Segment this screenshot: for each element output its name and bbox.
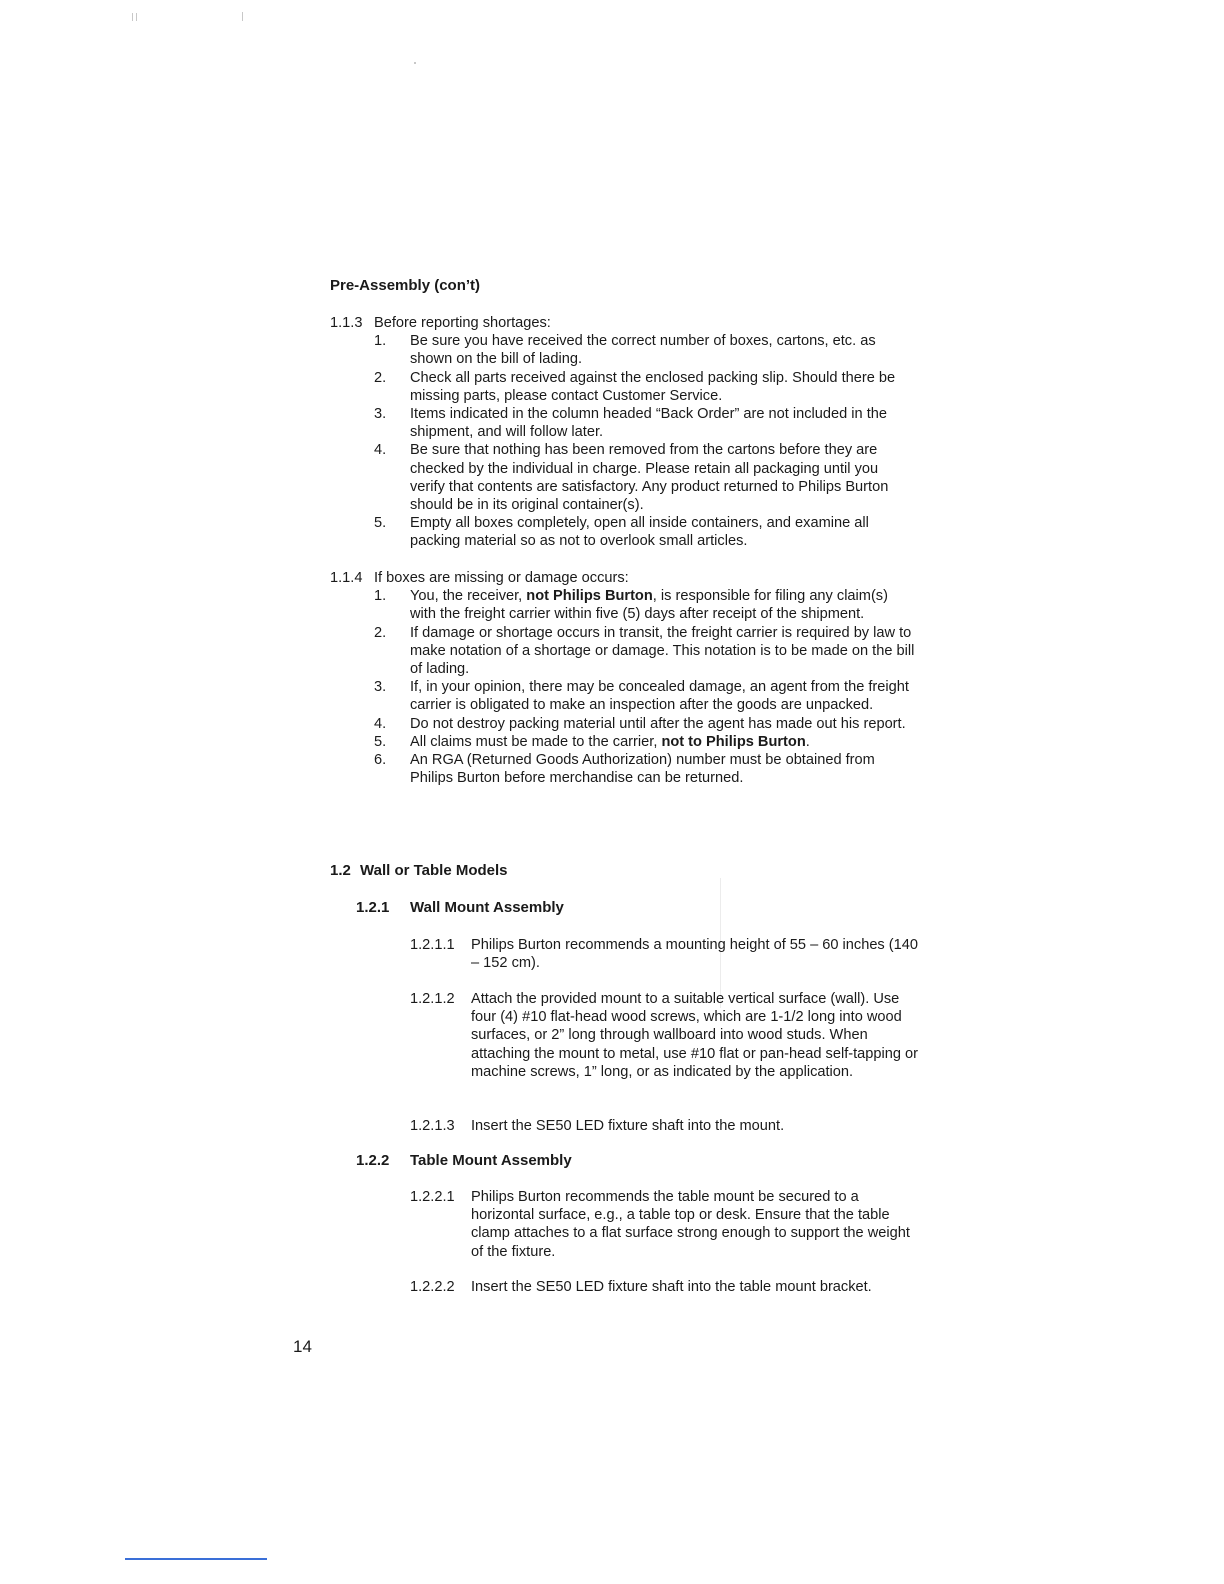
- list-item: [330, 405, 915, 441]
- list-item: [330, 715, 915, 733]
- scan-mark: [414, 62, 416, 64]
- list-item: [330, 733, 915, 751]
- page-title: Pre-Assembly (con’t): [330, 277, 481, 294]
- paragraph-number: 1.2.1.1: [410, 937, 455, 953]
- section-1-1-4: [330, 569, 930, 787]
- list-item: [330, 751, 915, 787]
- paragraph: [410, 936, 920, 972]
- list-item: [330, 441, 915, 514]
- list-item-text: You, the receiver,: [410, 588, 527, 605]
- section-number: 1.1.4: [330, 570, 363, 586]
- list-item-text: All claims must be made to the carrier,: [410, 733, 662, 750]
- list-item-text: , is responsible for filing any claim(s) with the freight carrier within five (5) days after receipt of the shipment.: [410, 588, 888, 623]
- section-intro: Before reporting shortages:: [374, 315, 551, 331]
- section-1-1-3: [330, 314, 930, 551]
- list-item-text: Check all parts received against the enclosed packing slip. Should there be missing parts, please contact Customer Service.: [410, 369, 896, 404]
- scan-mark: [132, 13, 133, 21]
- paragraph-number: 1.2.2.2: [410, 1279, 455, 1295]
- list-item-number: 2.: [374, 369, 387, 386]
- paragraph-text: Philips Burton recommends a mounting height of 55 – 60 inches (140 – 152 cm).: [471, 937, 918, 972]
- numbered-list: [330, 587, 930, 787]
- list-item-text: .: [805, 733, 810, 750]
- list-item-number: 1.: [374, 333, 387, 350]
- list-item-number: 3.: [374, 406, 387, 423]
- list-item-number: 1.: [374, 588, 387, 605]
- subsection-heading: 1.2.1 Wall Mount Assembly: [356, 899, 564, 916]
- list-item-number: 3.: [374, 679, 387, 696]
- list-item-number: 2.: [374, 624, 387, 641]
- list-item-text: Be sure you have received the correct number of boxes, cartons, etc. as shown on the bill of lading.: [410, 333, 876, 368]
- section-number: 1.1.3: [330, 315, 363, 331]
- paragraph-text: Philips Burton recommends the table mount be secured to a horizontal surface, e.g., a table top or desk. Ensure that the table clamp attaches to a flat surface strong enough to support the weight of the fixture.: [471, 1189, 910, 1260]
- list-item-number: 4.: [374, 715, 387, 732]
- list-item: [330, 514, 915, 550]
- emphasis-text: not to Philips Burton: [661, 733, 806, 750]
- paragraph-number: 1.2.1.2: [410, 991, 455, 1007]
- paragraph-number: 1.2.2.1: [410, 1189, 455, 1205]
- paragraph: [410, 990, 920, 1081]
- footer-link-underline: [125, 1558, 267, 1560]
- list-item: [330, 624, 915, 679]
- list-item-text: Do not destroy packing material until after the agent has made out his report.: [410, 715, 906, 732]
- scan-mark: [136, 13, 137, 21]
- paragraph-text: Insert the SE50 LED fixture shaft into the mount.: [471, 1118, 785, 1134]
- numbered-list: [330, 332, 930, 550]
- list-item: [330, 369, 915, 405]
- paragraph: [410, 1188, 920, 1261]
- list-item-number: 6.: [374, 752, 387, 769]
- list-item-text: If, in your opinion, there may be concealed damage, an agent from the freight carrier is obligated to make an inspection after the goods are unpacked.: [410, 679, 909, 714]
- list-item: [330, 678, 915, 714]
- list-item-text: Be sure that nothing has been removed from the cartons before they are checked by the individual in charge. Please retain all packaging until you verify that contents are satisfactory. Any product returned to Philips Burton should be in its original container(s).: [410, 442, 889, 514]
- paragraph-text: Insert the SE50 LED fixture shaft into the table mount bracket.: [471, 1279, 872, 1295]
- section-intro: If boxes are missing or damage occurs:: [374, 570, 629, 586]
- paragraph: [410, 1117, 920, 1135]
- page-number: 14: [293, 1337, 312, 1356]
- list-item-number: 5.: [374, 733, 387, 750]
- section-heading: 1.2 Wall or Table Models: [330, 862, 508, 879]
- paragraph: [410, 1278, 920, 1296]
- list-item: [330, 332, 915, 368]
- paragraph-number: 1.2.1.3: [410, 1118, 455, 1134]
- paragraph-text: Attach the provided mount to a suitable vertical surface (wall). Use four (4) #10 flat-head wood screws, which are 1-1/2 long into wood surfaces, or 2” long through wallboard into wood studs. When attaching the mount to metal, use #10 flat or pan-head self-tapping or machine screws, 1” long, or as indicated by the application.: [471, 991, 919, 1080]
- list-item-number: 4.: [374, 442, 387, 459]
- list-item: [330, 587, 915, 623]
- scan-mark: [242, 12, 243, 21]
- list-item-number: 5.: [374, 515, 387, 532]
- list-item-text: Items indicated in the column headed “Back Order” are not included in the shipment, and will follow later.: [410, 406, 887, 441]
- list-item-text: An RGA (Returned Goods Authorization) number must be obtained from Philips Burton before merchandise can be returned.: [410, 752, 875, 787]
- list-item-text: If damage or shortage occurs in transit, the freight carrier is required by law to make notation of a shortage or damage. This notation is to be made on the bill of lading.: [410, 624, 915, 678]
- subsection-heading: 1.2.2 Table Mount Assembly: [356, 1152, 572, 1169]
- list-item-text: Empty all boxes completely, open all inside containers, and examine all packing material so as not to overlook small articles.: [410, 515, 869, 550]
- emphasis-text: not Philips Burton: [526, 588, 653, 605]
